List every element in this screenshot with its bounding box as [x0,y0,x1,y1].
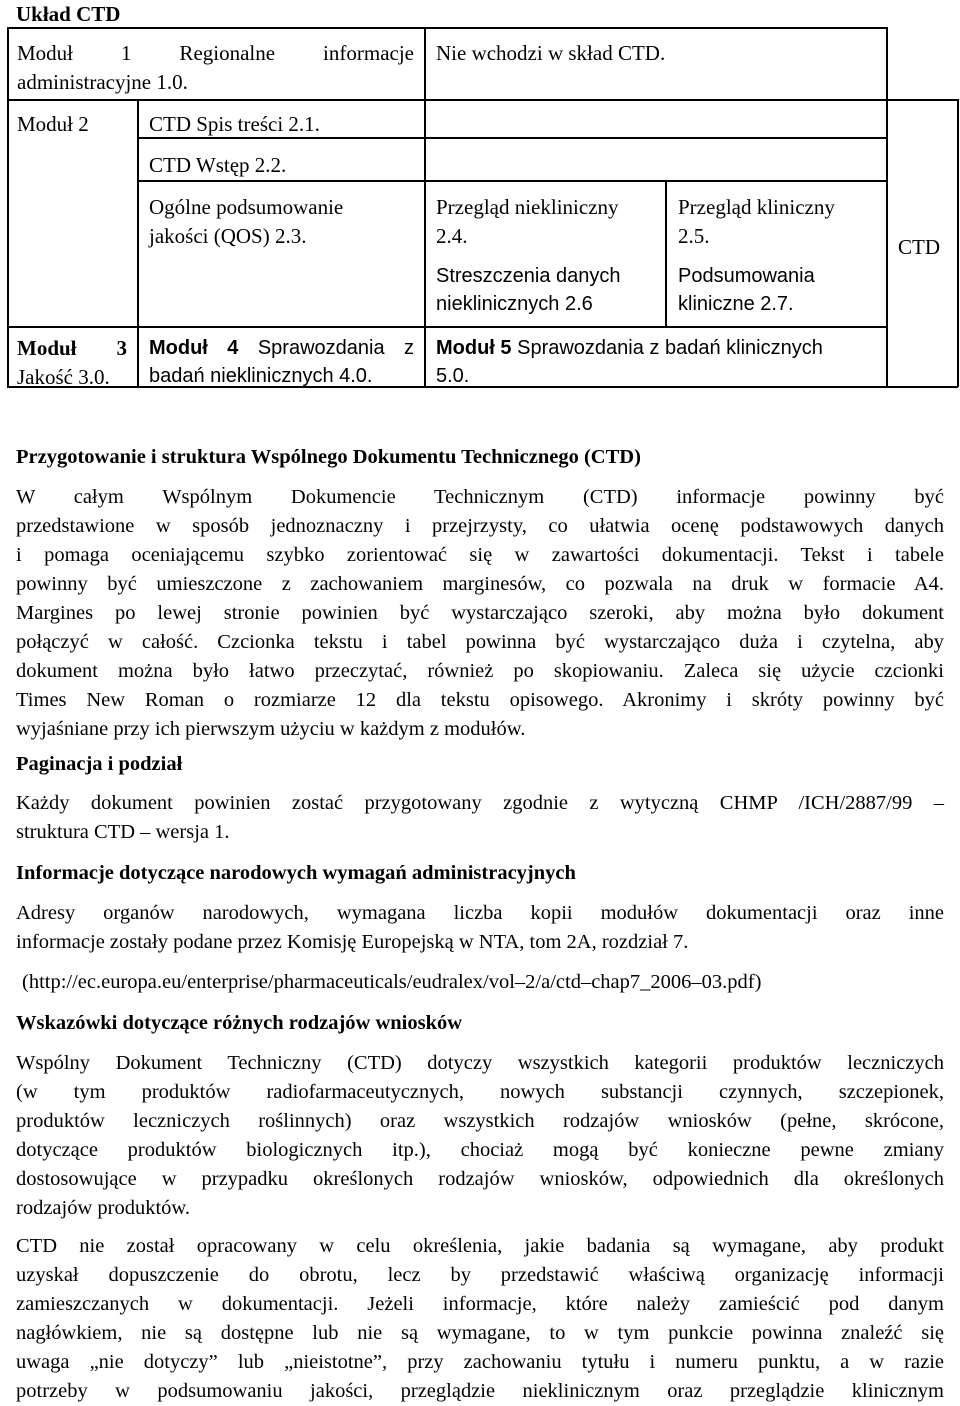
table-border-left [7,27,9,387]
module-3-text: Jakość 3.0. [17,365,110,389]
module-4-label: Moduł 4 [149,337,239,359]
link-text[interactable]: (http://ec.europa.eu/enterprise/pharmaceuticals/eudralex/vol–2/a/ctd–chap7_2006–03.pdf) [22,971,762,993]
text-line: Wspólny Dokument Techniczny (CTD) dotyczy wszystkich kategorii produktów leczniczych [16,1052,944,1074]
text-line: dotyczące produktów biologicznych itp.), chociaż mogą być konieczne pewne zmiany [16,1139,944,1161]
table-line-row4 [7,326,886,328]
module-5-line2: 5.0. [436,365,470,387]
streszczenia-line2: nieklinicznych 2.6 [436,293,593,315]
text-line: produktów leczniczych roślinnych) oraz wszystkich rodzajów wniosków (pełne, skrócone, [16,1110,944,1132]
text-line: uwaga „nie dotyczy” lub „nieistotne”, przy zachowaniu tytułu i numeru punktu, a w razie [16,1351,944,1373]
streszczenia-line1: Streszczenia danych [436,265,621,287]
przeglad-k-line2: 2.5. [678,224,710,248]
text-line: nagłówkiem, nie są dostępne lub nie są wymagane, to w tym punkcie powinna znaleźć się [16,1322,944,1344]
paragraph-wskazowki-2 [16,1232,944,1406]
table-border-right [886,27,888,387]
text-line: uzyskał dopuszczenie do obrotu, lecz by przedstawić właściwą organizację informacji [16,1264,944,1286]
section-heading-paginacja: Paginacja i podział [16,753,183,775]
przeglad-niekliniczny-cell [436,193,619,251]
przeglad-kliniczny-cell [678,193,835,251]
text-line: W całym Wspólnym Dokumencie Technicznym (CTD) informacje powinny być [16,486,944,508]
przeglad-nk-line2: 2.4. [436,224,468,248]
text-line: i pomaga oceniającemu szybko zorientować się w zawartości dokumentacji. Tekst i tabele [16,544,944,566]
module-4-text: Sprawozdania z [238,337,414,359]
text-line: informacje zostały podane przez Komisję Europejską w NTA, tom 2A, rozdział 7. [16,931,689,953]
qos-line1: Ogólne podsumowanie [149,195,344,219]
module-1-cell [17,39,414,97]
table-col-line-3 [665,180,667,327]
podsumowania-cell [678,262,815,318]
module-2-label: Moduł 2 [17,112,89,136]
table-col-line-2 [424,27,426,387]
section-heading-przygotowanie: Przygotowanie i struktura Wspólnego Dokumentu Technicznego (CTD) [16,446,641,468]
module-5-label: Moduł 5 [436,337,512,359]
ctd-structure-table [0,0,960,400]
paragraph-paginacja [16,789,944,847]
text-line: zamieszczanych w dokumentacji. Jeżeli informacje, które należy zamieścić pod danym [16,1293,944,1315]
przeglad-k-line1: Przegląd kliniczny [678,195,835,219]
table-line-row1 [7,99,886,101]
text-line: (w tym produktów radiofarmaceutycznych, nowych substancji czynnych, szczepionek, [16,1081,944,1103]
module-4-line2: badań nieklinicznych 4.0. [149,365,373,387]
text-line: potrzeby w podsumowaniu jakości, przeglądzie nieklinicznym oraz przeglądzie klinicznym [16,1380,944,1402]
ctd-spis-tresci: CTD Spis treści 2.1. [149,112,320,136]
table-line-row3 [137,180,886,182]
text-line: dokument można było łatwo przeczytać, również po skopiowaniu. Zaleca się użycie czcionki [16,660,944,682]
text-line: przedstawione w sposób jednoznaczny i przejrzysty, co ułatwia ocenę podstawowych danych [16,515,944,537]
section-heading-wskazowki: Wskazówki dotyczące różnych rodzajów wniosków [16,1012,463,1034]
text-line: dostosowujące w przypadku określonych rodzajów wniosków, odpowiednich dla określonych [16,1168,944,1190]
text-line: wyjaśniane przy ich pierwszym użyciu w każdym z modułów. [16,718,526,740]
text-line: Margines po lewej stronie powinien być wystarczająco szeroki, aby można było dokument [16,602,944,624]
podsumowania-line2: kliniczne 2.7. [678,293,794,315]
ctd-box-right [957,99,959,387]
text-line: CTD nie został opracowany w celu określenia, jakie badania są wymagane, aby produkt [16,1235,944,1257]
text-line: Każdy dokument powinien zostać przygotowany zgodnie z wytyczną CHMP /ICH/2887/99 – [16,792,944,814]
ctd-wstep: CTD Wstęp 2.2. [149,153,287,177]
text-line: połączyć w całość. Czcionka tekstu i tabel powinna być wystarczająco duża i czytelna, aby [16,631,944,653]
ctd-box-bottom [886,386,958,388]
module-5-cell [436,334,823,390]
ctd-label: CTD [898,235,940,259]
module-3-cell [17,334,127,392]
przeglad-nk-line1: Przegląd niekliniczny [436,195,619,219]
text-line: powinny być umieszczone z zachowaniem marginesów, co pozwala na druk w formacie A4. [16,573,944,595]
paragraph-przygotowanie [16,483,944,744]
streszczenia-cell [436,262,621,318]
page-title: Układ CTD [16,2,121,26]
qos-cell [149,193,343,251]
module-1-note: Nie wchodzi w skład CTD. [436,41,666,65]
module-1-line1: Moduł 1 Regionalne informacje [17,41,414,65]
paragraph-wskazowki-1 [16,1049,944,1223]
section-heading-informacje: Informacje dotyczące narodowych wymagań administracyjnych [16,862,576,884]
podsumowania-line1: Podsumowania [678,265,815,287]
ctd-box-top [886,99,958,101]
qos-line2: jakości (QOS) 2.3. [149,224,307,248]
module-3-label: Moduł 3 [17,336,127,360]
module-1-line2: administracyjne 1.0. [17,70,188,94]
text-line: Adresy organów narodowych, wymagana liczba kopii modułów dokumentacji oraz inne [16,902,944,924]
module-4-cell [149,334,414,390]
text-line: struktura CTD – wersja 1. [16,821,230,843]
text-line: rodzajów produktów. [16,1197,191,1219]
eudralex-link[interactable] [22,968,910,997]
table-col-line-1 [137,99,139,387]
text-line: Times New Roman o rozmiarze 12 dla tekstu opisowego. Akronimy i skróty powinny być [16,689,944,711]
table-border-top [7,27,886,29]
module-5-text: Sprawozdania z badań klinicznych [511,337,823,359]
paragraph-informacje [16,899,944,957]
